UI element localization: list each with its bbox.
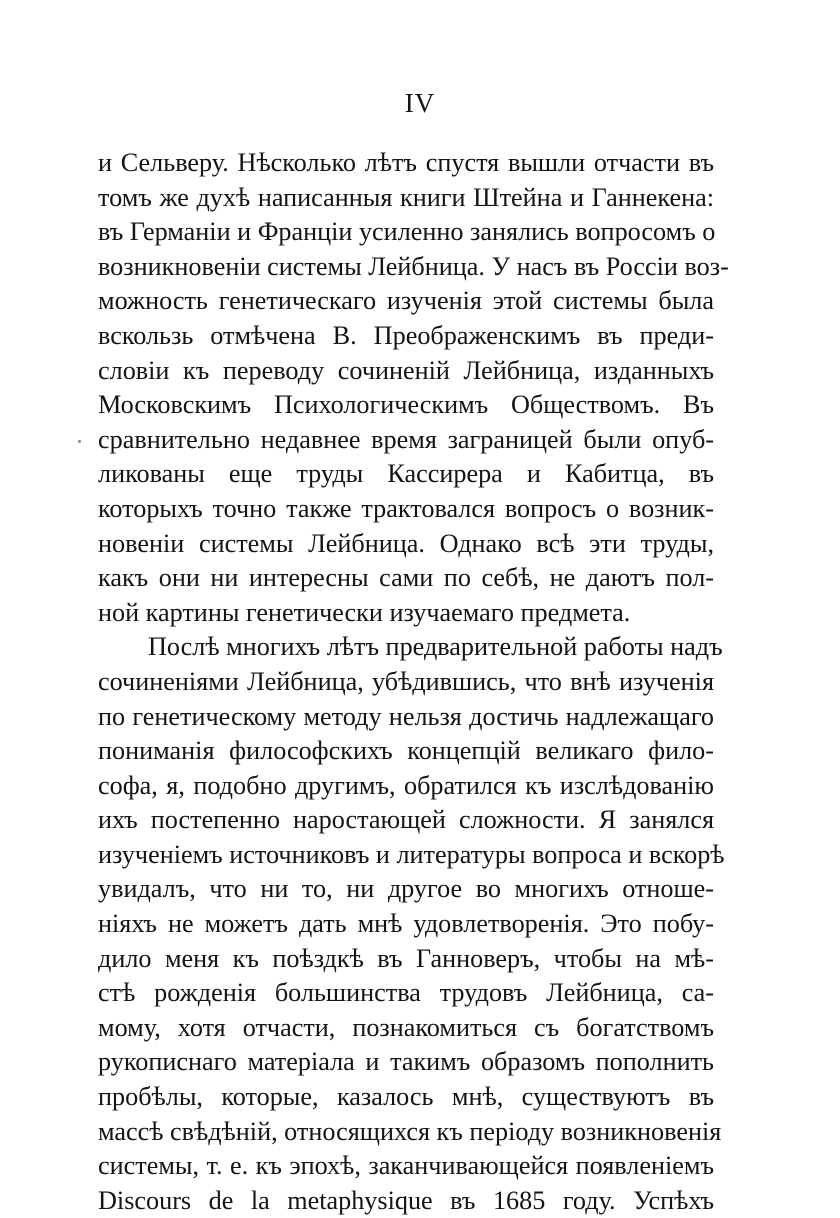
text-line: рукописнаго матеріала и такимъ образомъ пополнить <box>98 1047 714 1077</box>
text-line: пробѣлы, которые, казалось мнѣ, существуютъ въ <box>98 1082 714 1112</box>
text-line: ной картины генетически изучаемаго предмета. <box>98 597 631 627</box>
print-speck <box>78 440 81 443</box>
text-line: и Сельверу. Нѣсколько лѣтъ спустя вышли отчасти въ <box>98 148 714 177</box>
text-line: сравнительно недавнее время заграницей были опуб- <box>98 424 714 454</box>
paragraph <box>98 630 725 1218</box>
text-line: стѣ рожденія большинства трудовъ Лейбница, са- <box>98 978 714 1008</box>
text-line: массѣ свѣдѣній, относящихся къ періоду возникновенія <box>98 1116 722 1146</box>
text-line: вскользь отмѣчена В. Преображенскимъ въ преди- <box>98 320 714 350</box>
text-line: мому, хотя отчасти, познакомиться съ богатствомъ <box>98 1012 714 1042</box>
text-line: можность генетическаго изученія этой системы была <box>98 286 714 316</box>
text-line: сочиненіями Лейбница, убѣдившись, что внѣ изученія <box>98 666 714 696</box>
text-line: дило меня къ поѣздкѣ въ Ганноверъ, чтобы на мѣ- <box>98 943 714 973</box>
text-line: системы, т. е. къ эпохѣ, заканчивающейся появленіемъ <box>98 1151 714 1181</box>
text-line: какъ они ни интересны сами по себѣ, не даютъ пол- <box>98 563 714 593</box>
text-line: новеніи системы Лейбница. Однако всѣ эти труды, <box>98 528 714 558</box>
body-text <box>98 146 729 1218</box>
text-line: въ Германіи и Франціи усиленно занялись вопросомъ о <box>98 217 716 247</box>
text-line: словіи къ переводу сочиненій Лейбница, изданныхъ <box>98 355 714 385</box>
text-line: изученіемъ источниковъ и литературы вопроса и вскорѣ <box>98 839 725 869</box>
text-line: ихъ постепенно наростающей сложности. Я занялся <box>98 805 714 835</box>
text-line: пониманія философскихъ концепцій великаго фило- <box>98 736 714 766</box>
text-line: ликованы еще труды Кассирера и Кабитца, въ <box>98 459 714 489</box>
text-line: увидалъ, что ни то, ни другое во многихъ отноше- <box>98 874 714 904</box>
text-line: томъ же духѣ написанныя книги Штейна и Ганнекена: <box>98 182 714 212</box>
text-line: Discours de la metaphysique въ 1685 году. Успѣхъ <box>98 1185 714 1215</box>
page-number: IV <box>404 88 436 118</box>
text-line: по генетическому методу нельзя достичь надлежащаго <box>98 701 714 731</box>
text-line: софа, я, подобно другимъ, обратился къ изслѣдованію <box>98 770 714 800</box>
text-line: возникновеніи системы Лейбница. У насъ въ Россіи воз- <box>98 251 729 281</box>
paragraph <box>98 146 729 630</box>
text-line: ніяхъ не можетъ дать мнѣ удовлетворенія. Это побу- <box>98 909 714 939</box>
text-line: Послѣ многихъ лѣтъ предварительной работы надъ <box>148 632 723 662</box>
text-line: которыхъ точно также трактовался вопросъ о возник- <box>98 493 714 523</box>
text-line: Московскимъ Психологическимъ Обществомъ. Въ <box>98 390 714 420</box>
